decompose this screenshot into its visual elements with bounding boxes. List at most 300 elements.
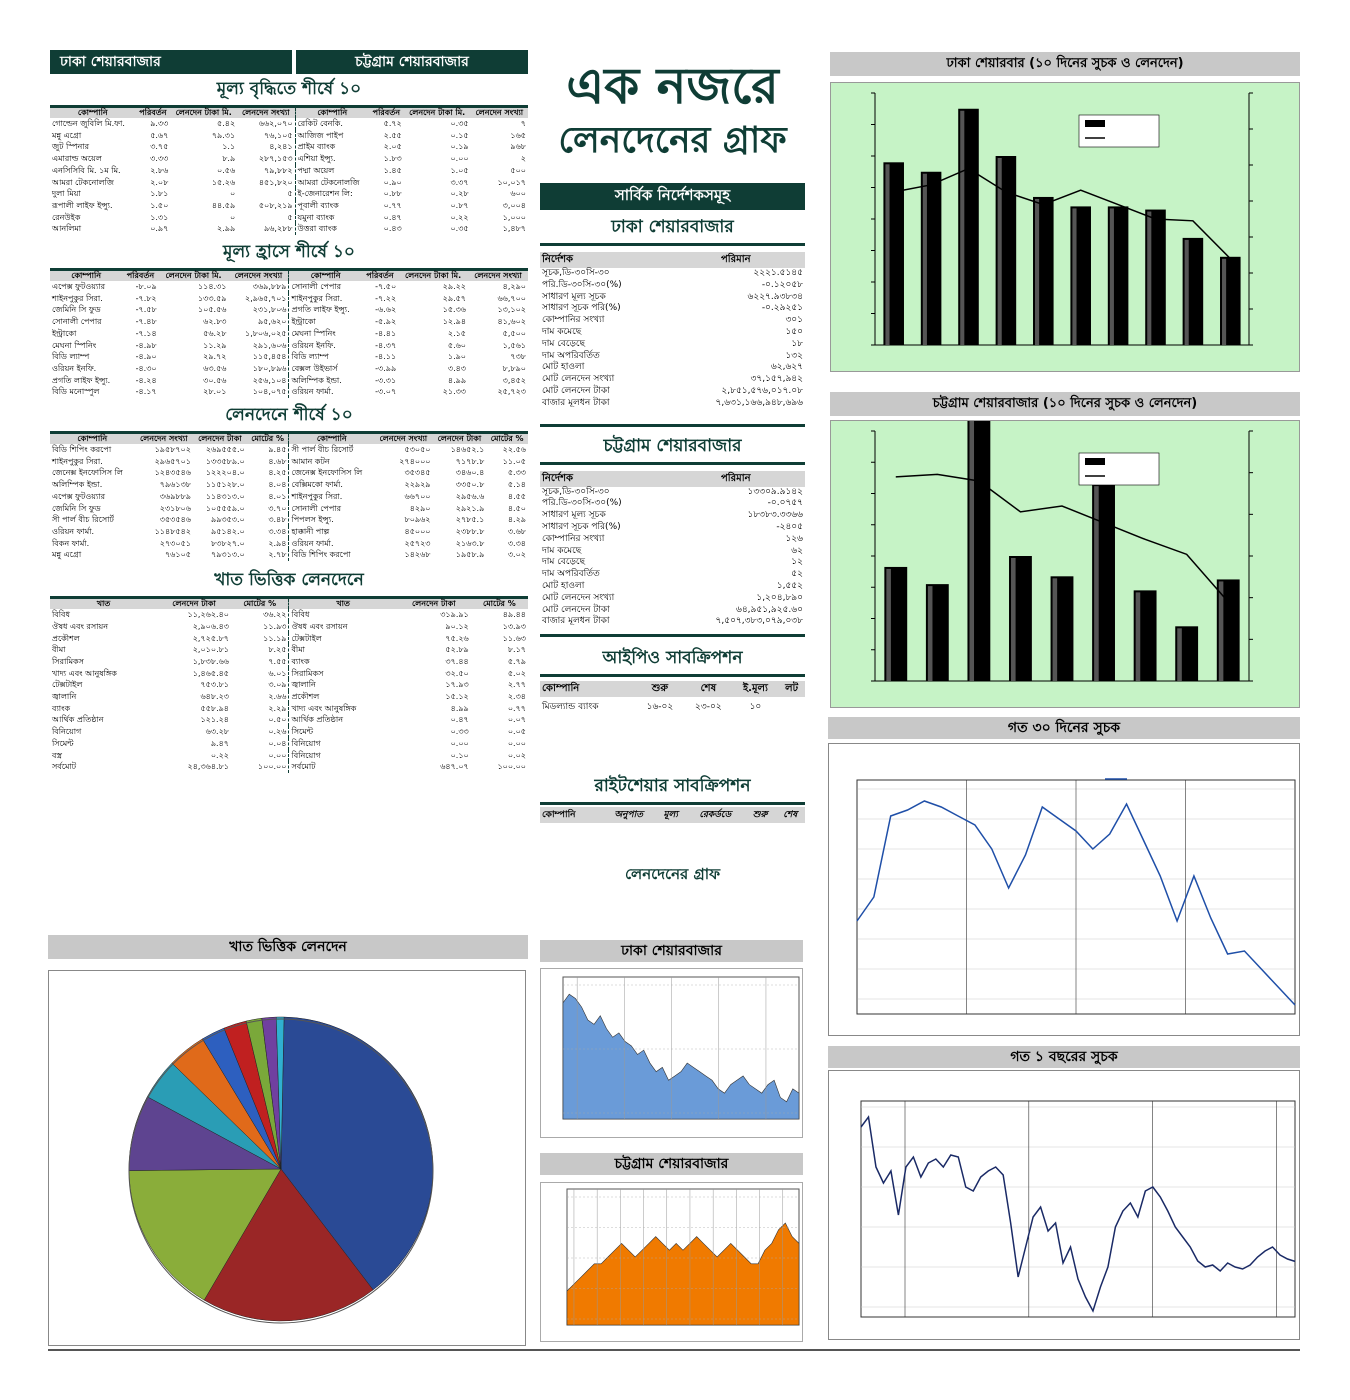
table-cell: ২৩১,৮০৬ [252, 305, 287, 315]
table-cell: সোনালী পেপার [289, 281, 362, 293]
table-cell: -৪.১৭ [135, 387, 157, 397]
table-cell: ৬৩.৫৬ [203, 363, 227, 373]
column-header: নির্দেশক [540, 471, 667, 487]
table-cell: জেমিনি সি ফুড [52, 305, 101, 315]
dse-intraday-svg [541, 969, 804, 1139]
table-cell: বিনিয়োগ [52, 727, 82, 737]
table-row [50, 351, 528, 363]
column-header: কোম্পানি [540, 807, 602, 823]
table-cell: ১,৪৬৫.৪৫ [192, 668, 229, 678]
dsex-1year-svg [829, 1071, 1299, 1339]
ipo-title: আইপিও সাবক্রিপশন [540, 645, 805, 677]
table-row [50, 526, 528, 538]
table-cell: ৬৬৭০০ [404, 491, 431, 501]
table-cell: ০.৯৭ [150, 224, 169, 234]
table-cell: ০.০৫ [507, 727, 526, 737]
table-cell: ২.৬৬ [268, 692, 287, 702]
table-cell: ২.৯৪ [268, 538, 287, 548]
table-cell: রেনউইক [52, 212, 81, 222]
table-cell: ২,০১০.৮১ [192, 645, 229, 655]
indicator-value: ৫২ [791, 569, 803, 580]
table-cell: ১.৮১ [150, 189, 169, 199]
table-cell: ৩.৭৫ [150, 142, 169, 152]
table-cell: ১১.২৯ [203, 340, 227, 350]
column-header: লেনদেন সংখ্যা [228, 271, 289, 281]
table-cell: যমুনা ব্যাংক [295, 212, 369, 224]
table-cell: ০.৭৭ [507, 703, 526, 713]
table-cell: ২৫,৭২৩ [497, 387, 526, 397]
dse-intraday-chart [540, 968, 803, 1138]
table-cell: ৭৯৬১৩৮ [159, 480, 191, 490]
table-cell: -৪.৪১ [375, 328, 397, 338]
table-cell: -৪.২৪ [135, 375, 157, 385]
losers-title: মূল্য হ্রাসে শীর্ষে ১০ [50, 239, 528, 271]
table-cell: ২৯.৭২ [203, 352, 227, 362]
table-cell: ২১৬৩.৮ [455, 538, 485, 548]
column-header: খাত [50, 599, 157, 609]
table-cell: ৪৫০০০ [404, 526, 431, 536]
table-cell: ২৮.০১ [203, 387, 227, 397]
column-header: লেনদেন সংখ্যা [237, 108, 295, 118]
indicator-value: ২২২১.৫১৪৫ [753, 268, 803, 278]
dsex-1year-header: গত ১ বছরের সুচক [828, 1046, 1300, 1068]
table-cell: ২৭৪০০০ [399, 456, 431, 466]
table-cell: সী পার্ল বীচ রিসোর্ট [289, 444, 374, 456]
table-cell: জেমিনি সি ফুড [52, 503, 101, 513]
table-cell: মন্নু এগ্রো [52, 550, 82, 560]
table-row [50, 714, 528, 726]
table-cell: ১৫.২৬ [211, 177, 236, 187]
table-cell: খাদ্য এবং আনুষঙ্গিক [52, 668, 117, 678]
bar-highlight [1072, 208, 1076, 345]
table-row [50, 538, 528, 550]
table-cell: আমরা টেকনোলজি [295, 177, 369, 189]
table-cell: ০.৫৬ [217, 165, 236, 175]
table-cell: আনলিমা [52, 224, 82, 234]
table-cell: ১১৪৩১৩.০ [205, 491, 245, 501]
column-header: মোটের % [471, 599, 528, 609]
table-cell: -৪.১১ [375, 352, 397, 362]
table-cell: প্রকৌশল [289, 691, 397, 703]
table-cell: ৩.৩৪ [268, 526, 287, 536]
dse-intraday-title: ঢাকা শেয়ারবাজার [540, 940, 803, 962]
table-cell: ৪.৬৮ [268, 456, 287, 466]
indicator-name: মোট লেনদেন টাকা [542, 385, 610, 396]
table-cell: গোল্ডেন জুবিলি মি.ফা. [52, 119, 125, 128]
table-row [50, 304, 528, 316]
sector-pie-title: খাত ভিত্তিক লেনদেন [48, 935, 528, 959]
table-row [540, 616, 805, 628]
table-cell: ব্যাংক [289, 656, 397, 668]
column-header: কোম্পানি [50, 271, 122, 281]
table-row [50, 491, 528, 503]
table-row [50, 212, 528, 224]
table-row [50, 761, 528, 773]
table-cell: ওরিয়ন ফার্মা. [289, 386, 362, 398]
left-column [50, 50, 528, 773]
column-header: কোম্পানি [50, 434, 135, 444]
table-cell: ২৭৩০৫১ [159, 538, 191, 548]
table-cell: ০.২৮ [450, 189, 469, 199]
table-cell: ১০ [749, 702, 762, 713]
table-cell: ৫.৭৯ [507, 656, 526, 666]
table-cell: ৮.১৭ [507, 645, 526, 655]
table-cell: সিরামিকস [52, 656, 84, 666]
plot-area [861, 1101, 1295, 1317]
table-cell: ২২৯২৯ [404, 480, 431, 490]
ipo-table [540, 681, 805, 717]
indicator-name: পরি.ডি-৩০সি-৩০(%) [542, 498, 622, 509]
table-row [540, 351, 805, 363]
dse-10day-chart [830, 82, 1300, 372]
table-cell: সোনালী পেপার [52, 317, 102, 327]
table-cell: ০.০০ [450, 154, 469, 164]
table-row [540, 557, 805, 569]
indicator-value: ৬৪,৯৫১,৯২৫.৬০ [735, 604, 803, 615]
table-cell: ১৯৫৮৭০২ [154, 445, 191, 455]
table-cell: ৪,২৯০ [502, 282, 526, 292]
table-cell: বিডি শিপিং করপো [52, 445, 112, 455]
table-cell: বিবিধ [52, 610, 70, 620]
cse-10day-chart [830, 420, 1300, 708]
table-cell: ২.৮৬ [150, 165, 169, 175]
table-cell: ২,৭২৫.৮৭ [192, 633, 229, 643]
table-cell: ১.৪৫ [383, 165, 402, 175]
table-cell: ৪.৯৯ [447, 375, 467, 385]
table-row [540, 593, 805, 605]
table-cell: ১০,০১৭ [497, 177, 526, 187]
table-row [50, 621, 528, 633]
table-cell: ০.৭৭ [383, 200, 402, 210]
table-cell: আমান কটন [289, 456, 374, 468]
table-row [540, 487, 805, 499]
column-header: খাত [289, 599, 397, 609]
table-cell: রূপালী লাইফ ইন্স্যু. [52, 200, 113, 210]
table-cell: ৮.২৫ [268, 645, 287, 655]
indicator-value: ১২ [791, 557, 803, 568]
indicator-value: -০.২৯২৫১ [761, 303, 803, 314]
table-cell: ১১,২৬২.৪০ [187, 610, 229, 620]
table-cell: ৫০০ [510, 165, 526, 175]
table-row [50, 738, 528, 750]
table-cell: ০.৮৮ [383, 189, 402, 199]
cse-intraday-chart [540, 1182, 803, 1342]
table-cell: ২৭৮৫.১ [455, 515, 485, 525]
table-cell: বিডি মনোস্পুল [52, 387, 100, 397]
indicator-value: -০.০৭৫৭ [767, 498, 803, 509]
column-header: লেনদেন টাকা [157, 599, 231, 609]
table-row [540, 315, 805, 327]
indicator-value: ৭,৬৩১,১৬৬,৯৪৮,৬৯৬ [715, 397, 803, 408]
table-cell: অলিম্পিক ইন্ডা. [289, 375, 362, 387]
table-cell: আর্থিক প্রতিষ্ঠান [52, 715, 104, 725]
table-cell: ৯০.১২ [445, 621, 469, 631]
table-cell: ৩.০৯ [268, 680, 287, 690]
table-cell: ১২১.২৪ [200, 715, 229, 725]
bar-highlight [1185, 240, 1189, 345]
table-cell: ০.১৯ [450, 142, 469, 152]
table-cell: ২৪,৩৬৪.৮১ [187, 762, 229, 772]
column-header: পরিবর্তন [369, 108, 404, 118]
table-row [50, 293, 528, 305]
table-cell: ১৬৫ [510, 130, 526, 140]
rights-table [540, 807, 805, 823]
indicator-value: ১৮ [791, 338, 803, 349]
table-row [50, 165, 528, 177]
table-cell: -৪.৯০ [135, 352, 157, 362]
table-row [50, 703, 528, 715]
table-cell: ৩,৪৫২ [502, 375, 526, 385]
table-cell: ইন্ট্রাকো [52, 328, 77, 338]
table-cell: জুট স্পিনার [52, 142, 90, 152]
column-header: কোম্পানি [289, 271, 362, 281]
table-cell: -৭.৪৮ [135, 317, 157, 327]
table-cell: ৩.৩৪ [507, 538, 526, 548]
column-header: মোটের % [247, 434, 289, 444]
table-cell: প্রগতি লাইফ ইন্স্যু. [52, 375, 111, 385]
table-cell: ৫.৬৭ [150, 130, 169, 140]
legend-box [1079, 453, 1159, 485]
table-cell: পিপলস ইন্স্যু. [289, 514, 374, 526]
table-cell: ৩৬৯৮৮৯ [159, 491, 191, 501]
table-cell: ঔষধ এবং রসায়ন [289, 621, 397, 633]
indicator-name: সাধারণ সূচক পরি(%) [542, 521, 621, 532]
table-cell: ৮.৯ [222, 154, 236, 164]
table-row [540, 374, 805, 386]
table-cell: ৯.৩৩ [150, 119, 169, 128]
table-row [50, 340, 528, 352]
ctg-exchange-label: চট্টগ্রাম শেয়ারবাজার [296, 50, 528, 74]
cse-indicators-table [540, 471, 805, 629]
table-cell: ইন্ট্রাকো [289, 316, 362, 328]
bar-highlight [1222, 259, 1226, 345]
table-cell: ৭৯.৩১ [211, 130, 236, 140]
table-cell: ৪,২৪১ [269, 142, 293, 152]
table-row [50, 691, 528, 703]
table-cell: শাইনপুকুর সিরা. [52, 456, 103, 466]
table-cell: আজিজ পাইপ [295, 130, 369, 142]
table-cell: ০.৪৭ [383, 212, 402, 222]
table-cell: -৭.২২ [375, 293, 397, 303]
table-cell: ৫৩০৫০ [404, 445, 431, 455]
column-header: পরিবর্তন [135, 108, 170, 118]
table-row [540, 534, 805, 546]
table-cell: ২,৯৬৫,৭০১ [245, 293, 287, 303]
bar-highlight [1053, 578, 1058, 681]
table-cell: ১১৪.৩১ [197, 282, 227, 292]
table-cell: ১০০.০০ [257, 762, 287, 772]
column-header: লেনদেন সংখ্যা [135, 434, 193, 444]
table-cell: বেক্সল উইভার্স [289, 363, 362, 375]
table-cell: বস্ত্র [52, 750, 62, 760]
table-cell: ৩৬৯,৮৮৯ [252, 282, 287, 292]
table-cell: ৭৬১০৫ [164, 550, 191, 560]
column-header: ই.মূল্য [733, 681, 779, 697]
table-cell: ১৩৩৫৮৯.০ [205, 456, 245, 466]
column-header: অনুপাত [602, 807, 656, 823]
table-cell: ০ [229, 189, 236, 199]
table-cell: ৩১৯.৯১ [440, 610, 469, 620]
table-cell: ই-জেনারেশন লি: [295, 188, 369, 200]
dse-10day-svg [831, 83, 1301, 373]
table-cell: ৪১,৬০২ [497, 317, 526, 327]
table-row [50, 177, 528, 189]
column-header: লেনদেন সংখ্যা [468, 271, 528, 281]
table-cell: ৫.৭২ [383, 119, 402, 128]
bar-highlight [1011, 558, 1016, 681]
column-header: পরিবর্তন [362, 271, 398, 281]
table-row [540, 498, 805, 510]
column-header: পরিমান [667, 471, 805, 487]
table-cell: ২৫৬,১০৪ [252, 375, 287, 385]
bar-highlight [1136, 592, 1141, 681]
indicator-name: কোম্পানির সংখ্যা [542, 315, 605, 326]
table-cell: অলিম্পিক ইন্ডা. [52, 480, 103, 490]
table-row [540, 546, 805, 558]
sector-title: খাত ভিত্তিক লেনদেনে [50, 567, 528, 599]
table-cell: আমরা টেকনোলজি [52, 177, 114, 187]
dsex-30day-svg [829, 744, 1299, 1035]
table-row [50, 375, 528, 387]
table-row [50, 679, 528, 691]
table-row [540, 362, 805, 374]
column-header: লেনদেন টাকা [193, 434, 247, 444]
table-cell: বিডি ল্যাম্প [52, 352, 90, 362]
table-cell: প্রকৌশল [52, 633, 80, 643]
indicator-name: বাজার মূলধন টাকা [542, 397, 610, 408]
column-header: কোম্পানি [540, 681, 636, 697]
table-cell: ৬৪৮.২৩ [200, 692, 229, 702]
indicator-name: দাম কমেছে [542, 545, 582, 556]
page-bottom-rule [48, 1349, 1300, 1351]
table-cell: ২২.৫৬ [502, 445, 526, 455]
indicator-name: মোট লেনদেন সংখ্যা [542, 592, 615, 603]
table-cell: ৩২.৫০ [445, 668, 469, 678]
table-cell: শাইনপুকুর সিরা. [289, 491, 374, 503]
column-header: শুরু [745, 807, 776, 823]
cse-10day-svg [831, 421, 1301, 709]
table-cell: ওরিয়ন ইনফি. [289, 340, 362, 352]
table-cell: এনসিসিবি মি. ১ম মি. [52, 165, 121, 175]
column-header: লেনদেন সংখ্যা [471, 108, 528, 118]
table-cell: -৭.১৪ [135, 328, 157, 338]
exchange-tabs [50, 50, 528, 74]
table-cell: ৪.৫৫ [507, 491, 526, 501]
table-cell: ২.৫৫ [383, 130, 402, 140]
table-row [540, 522, 805, 534]
table-cell: ০.৩৫ [450, 119, 469, 128]
table-cell: ১১.০৫ [502, 456, 526, 466]
table-cell: -৪.৩০ [135, 363, 157, 373]
table-cell: ৮০৯৬২ [404, 515, 431, 525]
table-cell: বেক্সিমকো ফার্মা. [289, 479, 374, 491]
table-cell: জেনেক্স ইনফোসিস লি [52, 468, 123, 478]
column-header: শেষ [775, 807, 805, 823]
table-cell: ওরিয়ন ফার্মা. [52, 526, 95, 536]
table-cell: ৪৪.৫৯ [211, 200, 236, 210]
table-row [50, 726, 528, 738]
table-cell: টেক্সটাইল [289, 633, 397, 645]
table-cell: ৩৫৩৫৪৬ [159, 515, 191, 525]
table-cell: ০.৯০ [383, 177, 402, 187]
table-cell: -৪.৩৭ [375, 340, 397, 350]
table-cell: ৯৫,৬২০ [257, 317, 287, 327]
indicator-name: সাধারণ মূল্য সূচক [542, 291, 606, 302]
table-cell: ৫.১৪ [507, 480, 526, 490]
column-header: লেনদেন টাকা মি. [398, 271, 468, 281]
table-row [50, 750, 528, 762]
table-cell: ৪.০৪ [268, 480, 287, 490]
bar-highlight [1110, 208, 1114, 345]
table-cell: ৯.৪৫ [268, 445, 287, 455]
indicator-value: ১২৬ [785, 533, 803, 544]
table-cell: সিমেন্ট [289, 726, 397, 738]
bar-highlight [886, 569, 891, 681]
column-header: কোম্পানি [50, 108, 135, 118]
table-cell: ৬.০১ [268, 668, 287, 678]
table-cell: ১১.৬৩ [502, 633, 526, 643]
column-header: পরিবর্তন [122, 271, 158, 281]
indicator-name: দাম অপরিবর্তিত [542, 350, 600, 361]
table-cell: ০.০৪ [268, 738, 287, 748]
table-cell: পদ্মা অয়েল [295, 165, 369, 177]
table-row [50, 223, 528, 235]
table-cell: ৫.৬০ [447, 340, 467, 350]
table-cell: মিডল্যান্ড ব্যাংক [542, 702, 599, 713]
table-cell: ৪.০১ [268, 491, 287, 501]
indicator-name: কোম্পানির সংখ্যা [542, 533, 605, 544]
legend-swatch-bar [1085, 120, 1105, 127]
table-cell: ২ [520, 154, 526, 164]
table-cell: ২৯২১.৯ [455, 503, 485, 513]
table-cell: ১.৮৩ [383, 154, 402, 164]
table-row [540, 697, 805, 717]
table-cell: ৮৩৮২৭.০ [211, 538, 245, 548]
table-row [50, 456, 528, 468]
table-cell: ২.২৯ [268, 703, 287, 713]
table-row [540, 581, 805, 593]
table-row [50, 479, 528, 491]
table-cell: ৭৫৩.৮১ [200, 680, 229, 690]
table-cell: ৫৫৮.৯৪ [200, 703, 229, 713]
table-cell: ২৮৭,১৫৩ [258, 154, 293, 164]
table-cell: ১,৫৬১ [502, 340, 526, 350]
indicator-value: ১৫০ [785, 326, 803, 337]
column-header: শেষ [684, 681, 732, 697]
sector-table [50, 599, 528, 773]
table-cell: -৩.৩১ [375, 375, 397, 385]
table-cell: -৭.৮২ [135, 293, 157, 303]
table-row [50, 633, 528, 645]
indicator-value: ১,৫৫২ [776, 580, 803, 591]
losers-table [50, 271, 528, 398]
table-cell: ১২২২০৪.০ [205, 468, 245, 478]
table-cell: ব্যাংক [52, 703, 71, 713]
table-cell: ৯৬,২৮৮ [264, 224, 293, 234]
table-row [50, 328, 528, 340]
divider [540, 634, 805, 637]
table-cell: ০.১০ [450, 750, 469, 760]
table-cell: ০.২৬ [268, 727, 287, 737]
indicator-value: ১৩৩০৯.৯১৪২ [747, 486, 803, 497]
table-row [50, 363, 528, 375]
table-cell: ৩.৪৩ [447, 363, 467, 373]
graph-section-title: লেনদেনের গ্রাফ [624, 865, 721, 884]
table-cell: ১২৪৩৫৪৬ [154, 468, 191, 478]
table-cell: ১০৫.৫৬ [197, 305, 227, 315]
table-cell: ৫ [287, 189, 293, 199]
table-cell: ১৪৬৫২.১ [450, 445, 485, 455]
